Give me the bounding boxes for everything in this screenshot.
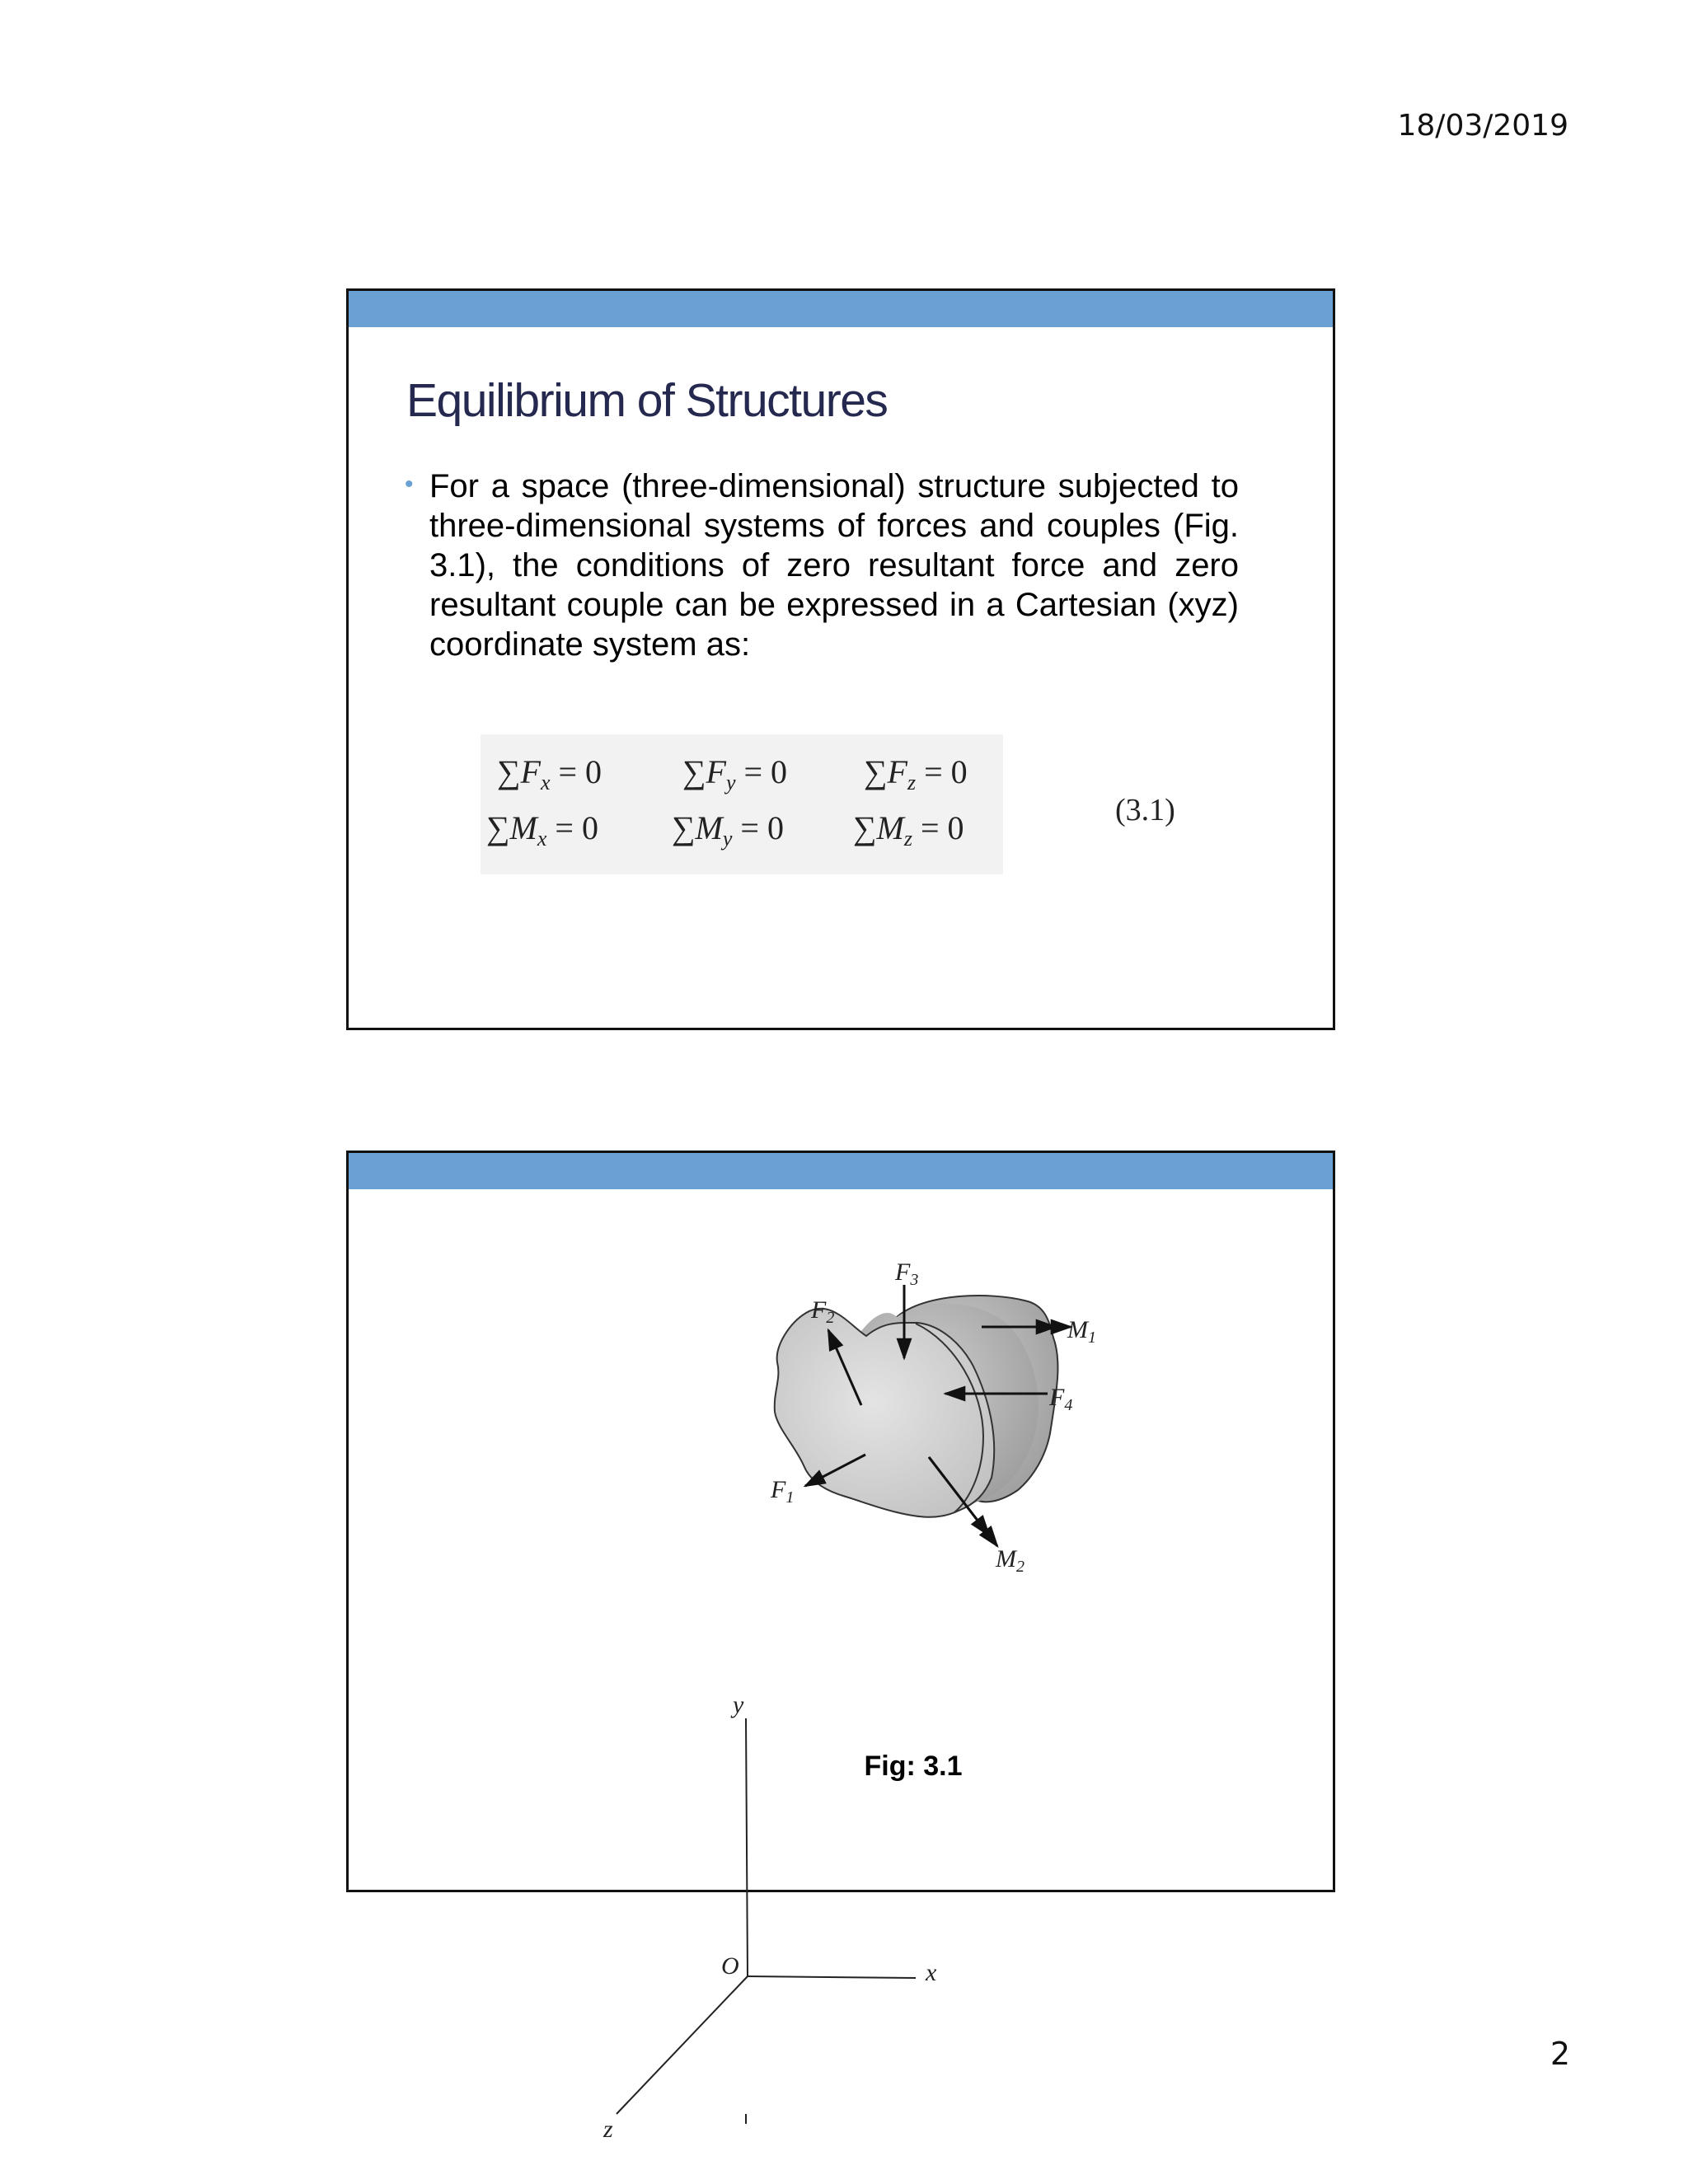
slide-header-band [349, 1153, 1333, 1189]
equation-sum-mz: $\sum M_z = 0$ [853, 809, 964, 851]
slide-title: Equilibrium of Structures [406, 374, 888, 427]
axis-z-label: z [603, 2116, 613, 2143]
slide-header-band [349, 291, 1333, 327]
force-f1-label: $F_1$ [771, 1476, 795, 1507]
axis-y-label: y [733, 1691, 744, 1718]
slide-figure [346, 1151, 1335, 2143]
force-f3-label: $F_3$ [895, 1258, 919, 1289]
slide-equilibrium [346, 288, 1335, 1030]
moment-m1-label: $M_1$ [1067, 1316, 1096, 1347]
moment-m2-label: $M_2$ [996, 1545, 1025, 1576]
equation-sum-my: $\sum M_y = 0$ [672, 809, 784, 851]
bullet-text: For a space (three-dimensional) structure subjected to three-dimensional systems of forces and couples (Fig. 3.1), the conditions of zero resultant force and zero resultant couple can be expressed in a Cartesian (xyz) coordinate system as: [429, 468, 1239, 663]
equation-sum-mx: $\sum M_x = 0$ [486, 809, 598, 851]
force-f4-label: $F_4$ [1049, 1384, 1073, 1414]
page-number: 2 [1550, 2036, 1570, 2072]
figure-3-1-diagram [349, 1189, 1333, 2143]
axis-x-label: x [926, 1959, 937, 1986]
coordinate-axes [744, 2114, 746, 2135]
origin-label: O [721, 1952, 739, 1980]
axis-z-line [617, 1976, 748, 2114]
figure-caption: Fig: 3.1 [864, 1750, 963, 1782]
equation-sum-fy: $\sum F_y = 0$ [682, 753, 788, 794]
page-date: 18/03/2019 [1397, 109, 1568, 143]
equation-number: (3.1) [1115, 793, 1175, 827]
force-f2-label: $F_2$ [811, 1296, 835, 1327]
axis-x-line [748, 1976, 916, 1978]
equation-sum-fz: $\sum F_z = 0$ [864, 753, 968, 794]
equation-sum-fx: $\sum F_x = 0$ [497, 753, 603, 794]
bullet-dot-icon: • [405, 471, 414, 498]
bullet-paragraph [406, 466, 1239, 664]
